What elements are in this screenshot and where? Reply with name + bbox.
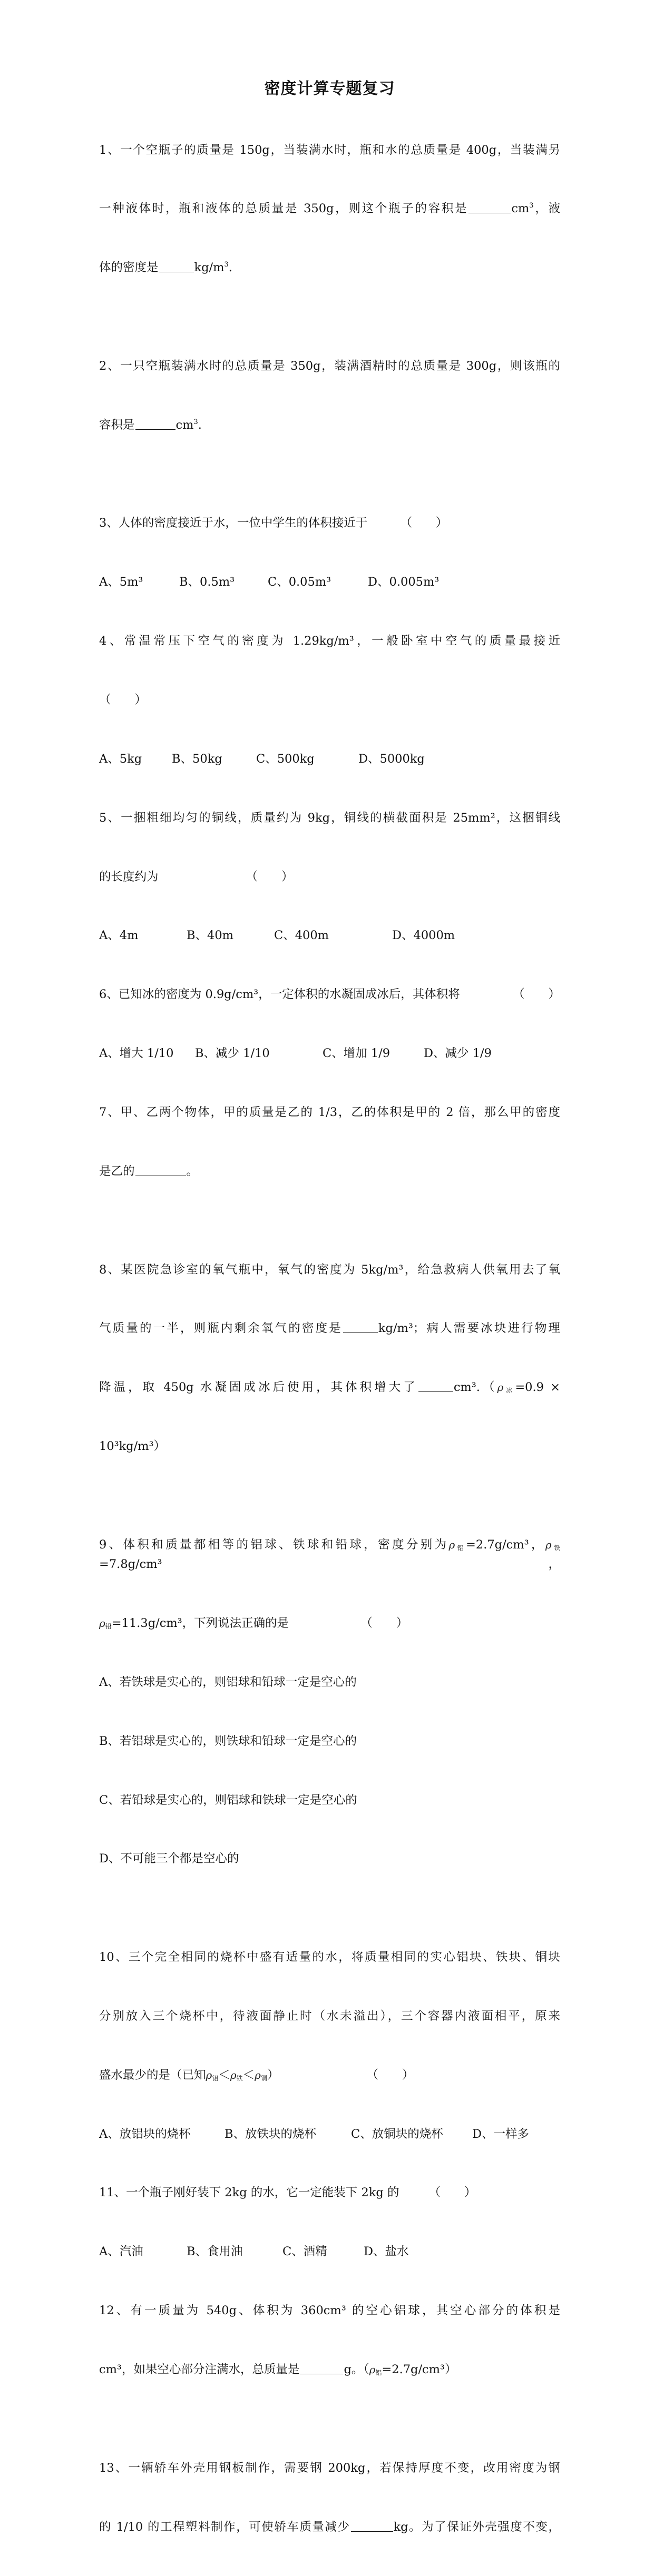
option-b[interactable]: B、放铁块的烧杯 bbox=[224, 2127, 317, 2141]
answer-blank[interactable] bbox=[418, 1379, 453, 1392]
question-1-line-2: 一种液体时，瓶和液体的总质量是 350g，则这个瓶子的容积是 $cm^3$，液 bbox=[99, 199, 560, 219]
answer-paren[interactable]: （ ） bbox=[400, 516, 448, 530]
option-c[interactable]: C、若铅球是实心的，则铝球和铁球一定是空心的 bbox=[99, 1793, 357, 1807]
option-d[interactable]: D、不可能三个都是空心的 bbox=[99, 1852, 239, 1866]
answer-paren[interactable]: （ ） bbox=[360, 1616, 408, 1630]
question-4-line-2 bbox=[99, 690, 560, 710]
question-8-line-1: 8、某医院急诊室的氧气瓶中，氧气的密度为 5kg/m³，给急救病人供氧用去了氧 bbox=[99, 1262, 560, 1277]
question-1-line-1: 1、一个空瓶子的质量是 150g，当装满水时，瓶和水的总质量是 400g，当装满另 bbox=[99, 143, 560, 157]
answer-blank[interactable] bbox=[135, 417, 175, 430]
question-8-line-4: 10³kg/m³） bbox=[99, 1439, 166, 1454]
question-13 bbox=[99, 2419, 560, 2576]
answer-blank[interactable] bbox=[343, 1320, 378, 1333]
option-a[interactable]: A、若铁球是实心的，则铝球和铅球一定是空心的 bbox=[99, 1675, 357, 1689]
question-12 bbox=[99, 2262, 560, 2419]
option-a[interactable]: A、5kg bbox=[99, 752, 142, 766]
option-d[interactable]: D、减少 1/9 bbox=[424, 1047, 492, 1061]
question-8-line-3: 降温，取 450g 水凝固成冰后使用，其体积增大了 $cm^3.(\rho_冰=0.9$ × bbox=[99, 1378, 560, 1397]
option-b[interactable]: B、减少 1/10 bbox=[195, 1047, 270, 1061]
option-c[interactable]: C、放铜块的烧杯 bbox=[351, 2127, 443, 2141]
question-10 bbox=[99, 1908, 560, 2124]
question-12-line-2: cm³，如果空心部分注满水，总质量是 g。$(\rho_铝=2.7g/cm^3)$ bbox=[99, 2360, 560, 2380]
option-b[interactable]: B、食用油 bbox=[187, 2245, 243, 2259]
answer-blank[interactable] bbox=[159, 259, 194, 272]
option-c[interactable]: C、0.05m³ bbox=[268, 575, 331, 589]
question-2-line-1: 2、一只空瓶装满水时的总质量是 350g，装满酒精时的总质量是 300g，则该瓶的 bbox=[99, 359, 560, 373]
option-c[interactable]: C、酒精 bbox=[282, 2245, 327, 2259]
worksheet-page bbox=[99, 79, 560, 2576]
option-a[interactable]: A、汽油 bbox=[99, 2245, 143, 2259]
answer-paren[interactable]: （ ） bbox=[428, 2186, 476, 2200]
question-2-line-2: 容积是 $cm^3$. bbox=[99, 416, 560, 435]
option-d[interactable]: D、一样多 bbox=[472, 2127, 530, 2141]
option-d[interactable]: D、5000kg bbox=[358, 752, 425, 766]
answer-paren[interactable]: （ ） bbox=[99, 693, 147, 707]
answer-blank[interactable] bbox=[300, 2361, 343, 2374]
question-1-line-3: 体的密度是 $kg/m^3$. bbox=[99, 258, 560, 278]
question-11-options bbox=[99, 2242, 560, 2262]
answer-paren[interactable]: （ ） bbox=[512, 988, 560, 1002]
question-4 bbox=[99, 592, 560, 749]
option-b[interactable]: B、若铝球是实心的，则铁球和铅球一定是空心的 bbox=[99, 1734, 357, 1748]
option-b[interactable]: B、40m bbox=[187, 929, 234, 943]
option-a[interactable]: A、放铝块的烧杯 bbox=[99, 2127, 191, 2141]
option-d[interactable]: D、4000m bbox=[392, 929, 455, 943]
answer-paren[interactable]: （ ） bbox=[246, 870, 294, 884]
question-4-line-1: 4、常温常压下空气的密度为 1.29kg/m³，一般卧室中空气的质量最接近 bbox=[99, 634, 560, 648]
question-10-options bbox=[99, 2125, 560, 2144]
question-9-line-2: $\rho_铅=11.3g$/cm³，下列说法正确的是 （ ） bbox=[99, 1614, 560, 1633]
question-3-options bbox=[99, 573, 560, 592]
question-10-line-3: 盛水最少的是（已知$\rho_铝<\rho_铁<\rho_铜$） （ ） bbox=[99, 2066, 560, 2085]
question-3-line-1: 3、人体的密度接近于水，一位中学生的体积接近于 （ ） bbox=[99, 514, 560, 533]
option-a[interactable]: A、增大 1/10 bbox=[99, 1047, 174, 1061]
question-5-options bbox=[99, 926, 560, 945]
question-7-line-1: 7、甲、乙两个物体，甲的质量是乙的 1/3，乙的体积是甲的 2 倍，那么甲的密度 bbox=[99, 1106, 560, 1120]
question-6-line-1: 6、已知冰的密度为 0.9g/cm³，一定体积的水凝固成冰后，其体积将 （ ） bbox=[99, 985, 560, 1004]
option-b[interactable]: B、0.5m³ bbox=[179, 575, 235, 589]
question-5 bbox=[99, 769, 560, 926]
option-a[interactable]: A、5m³ bbox=[99, 575, 143, 589]
option-b[interactable]: B、50kg bbox=[172, 752, 222, 766]
question-9 bbox=[99, 1496, 560, 1908]
answer-paren[interactable]: （ ） bbox=[366, 2068, 414, 2082]
question-13-line-2: 的 1/10 的工程塑料制作，可使轿车质量减少 kg。为了保证外壳强度不变， bbox=[99, 2518, 560, 2537]
question-10-line-2: 分别放入三个烧杯中，待液面静止时（水未溢出），三个容器内液面相平，原来 bbox=[99, 2009, 560, 2023]
question-12-line-1: 12、有一质量为 540g、体积为 360cm³ 的空心铝球，其空心部分的体积是 bbox=[99, 2304, 560, 2318]
option-c[interactable]: C、400m bbox=[274, 929, 329, 943]
option-d[interactable]: D、0.005m³ bbox=[368, 575, 440, 589]
option-c[interactable]: C、增加 1/9 bbox=[323, 1047, 391, 1061]
question-8-line-2: 气质量的一半，则瓶内剩余氧气的密度是 kg/m³；病人需要冰块进行物理 bbox=[99, 1319, 560, 1338]
answer-blank[interactable] bbox=[468, 200, 511, 213]
question-13-line-1: 13、一辆轿车外壳用钢板制作，需要钢 200kg，若保持厚度不变，改用密度为钢 bbox=[99, 2461, 560, 2475]
question-8 bbox=[99, 1221, 560, 1496]
question-7-line-2: 是乙的 。 bbox=[99, 1162, 560, 1181]
question-10-line-1: 10、三个完全相同的烧杯中盛有适量的水，将质量相同的实心铝块、铁块、铜块 bbox=[99, 1950, 560, 1964]
answer-blank[interactable] bbox=[135, 1163, 186, 1176]
question-7 bbox=[99, 1064, 560, 1221]
option-a[interactable]: A、4m bbox=[99, 929, 139, 943]
question-11-line-1: 11、一个瓶子刚好装下 2kg 的水，它一定能装下 2kg 的 （ ） bbox=[99, 2183, 560, 2203]
question-4-options bbox=[99, 749, 560, 769]
question-6 bbox=[99, 946, 560, 1044]
question-3 bbox=[99, 475, 560, 573]
question-9-line-1: 9、体积和质量都相等的铝球、铁球和铅球，密度分别为$\rho_铝=2.7g$/cm³，$\rho_铁=7.8g$/cm³， bbox=[99, 1537, 560, 1571]
question-2 bbox=[99, 317, 560, 474]
question-1 bbox=[99, 101, 560, 317]
page-title: 密度计算专题复习 bbox=[264, 80, 395, 98]
question-6-options bbox=[99, 1044, 560, 1063]
question-5-line-1: 5、一捆粗细均匀的铜线，质量约为 9kg，铜线的横截面积是 25mm²，这捆铜线 bbox=[99, 811, 560, 825]
question-5-line-2: 的长度约为 （ ） bbox=[99, 867, 560, 887]
option-d[interactable]: D、盐水 bbox=[364, 2245, 409, 2259]
question-11 bbox=[99, 2144, 560, 2242]
option-c[interactable]: C、500kg bbox=[256, 752, 315, 766]
answer-blank[interactable] bbox=[351, 2519, 393, 2532]
